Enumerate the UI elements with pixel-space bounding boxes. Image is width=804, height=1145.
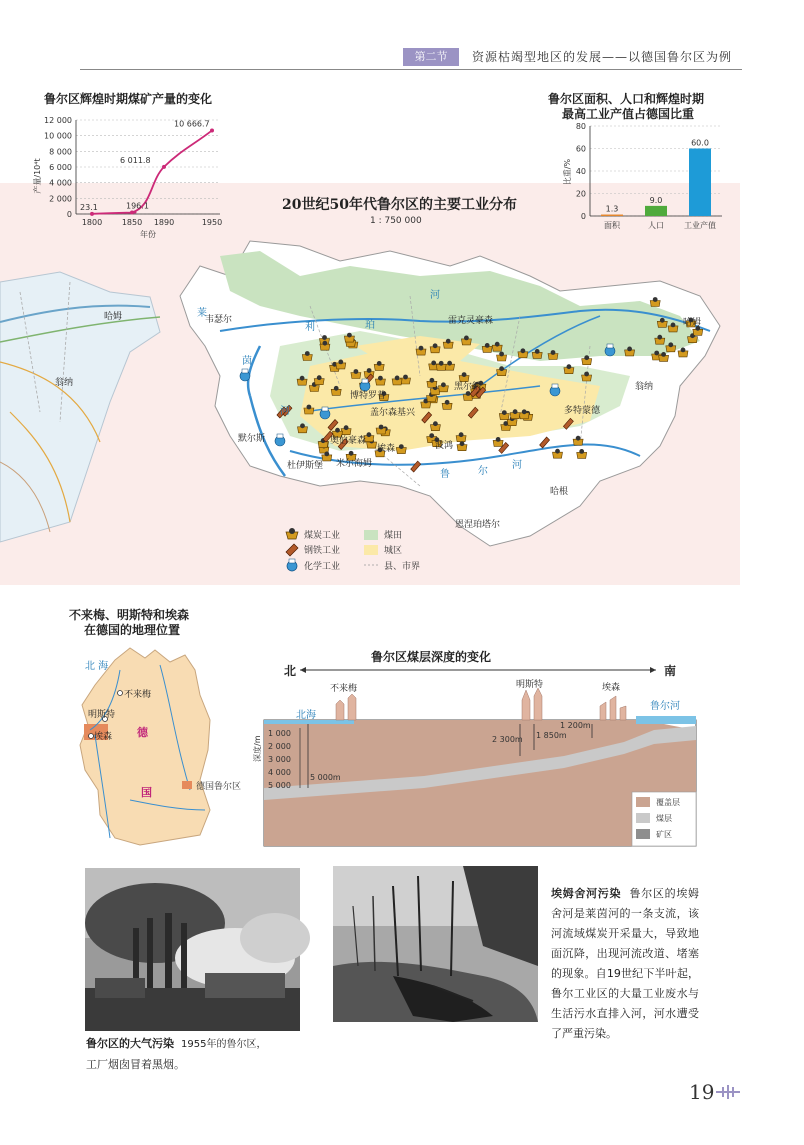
- town-icon: [522, 688, 542, 720]
- data-point: [90, 212, 94, 216]
- chemical-industry-icon: [287, 559, 297, 571]
- city-label: 奥伯豪森: [330, 436, 367, 446]
- adjacent-map: [0, 262, 175, 542]
- north-label: 北: [284, 664, 297, 678]
- river-label: 尔: [478, 466, 488, 477]
- north-sea-label: 北海: [296, 710, 316, 721]
- y-tick-label: 80: [575, 122, 586, 131]
- legend-swatch: [182, 781, 192, 789]
- river-label: 莱: [197, 308, 207, 319]
- page-number: 19: [689, 1080, 715, 1104]
- y-axis-label: 产量/10⁴t: [33, 158, 42, 194]
- category-label: 面积: [604, 221, 620, 230]
- coal-field-swatch: [364, 530, 378, 540]
- depth-label: 1 200m: [560, 721, 591, 730]
- country-label: 国: [141, 786, 152, 799]
- depth-label: 1 850m: [536, 731, 567, 740]
- industry-map-title: 20世纪50年代鲁尔区的主要工业分布: [282, 197, 517, 213]
- category-label: 人口: [648, 221, 664, 230]
- germany-map-title: 不来梅、明斯特和埃森: [69, 608, 190, 622]
- city-label: 韦瑟尔: [205, 315, 233, 325]
- data-label: 23.1: [80, 202, 98, 212]
- city-label: 恩涅珀塔尔: [455, 520, 501, 530]
- legend-label: 化学工业: [304, 562, 341, 572]
- share-chart-subtitle: 最高工业产值占德国比重: [562, 107, 695, 121]
- x-tick-label: 1890: [153, 218, 175, 227]
- bar-value-label: 1.3: [605, 204, 619, 214]
- ruhr-river-label: 鲁尔河: [650, 701, 680, 712]
- share-bar-chart: [560, 120, 730, 235]
- depth-tick: 2 000: [268, 742, 291, 751]
- river-label: 河: [512, 460, 522, 471]
- y-tick-label: 20: [575, 189, 586, 199]
- y-tick-label: 40: [575, 167, 586, 176]
- depth-tick: 3 000: [268, 755, 291, 764]
- legend-label: 覆盖层: [656, 798, 680, 807]
- city-label: 哈根: [550, 487, 569, 497]
- air-pollution-photo: [85, 868, 300, 1031]
- depth-label: 2 300m: [492, 735, 523, 744]
- city-label: 埃森: [377, 444, 396, 454]
- city-label: 波鸿: [435, 441, 454, 451]
- city-label: 哈姆: [683, 318, 702, 328]
- data-point: [162, 165, 166, 169]
- city-label: 多特蒙德: [564, 406, 601, 416]
- legend-label: 煤炭工业: [304, 531, 341, 541]
- bar-value-label: 60.0: [691, 138, 709, 148]
- depth-tick: 5 000: [268, 781, 291, 790]
- y-tick-label: 4 000: [49, 178, 72, 188]
- ruhr-industry-map: [160, 236, 740, 576]
- data-label: 10 666.7: [174, 119, 210, 129]
- legend-label: 煤层: [656, 814, 672, 823]
- coal-seam-depth-section: [253, 660, 696, 846]
- data-point: [130, 210, 134, 214]
- x-tick-label: 1850: [121, 218, 143, 227]
- city-label: 明斯特: [88, 710, 116, 720]
- y-tick-label: 8 000: [49, 147, 72, 157]
- legend-label: 县、市界: [384, 562, 421, 572]
- x-axis-label: 年份: [140, 230, 156, 239]
- page-ornament-icon: [716, 1085, 740, 1099]
- coal-chart-title: 鲁尔区辉煌时期煤矿产量的变化: [44, 92, 213, 106]
- river-label: 茵: [242, 356, 252, 367]
- city-label: 不来梅: [124, 690, 152, 700]
- coal-industry-icon: [286, 528, 298, 539]
- urban-area-swatch: [364, 545, 378, 555]
- section-badge: 第二节: [403, 48, 459, 66]
- city-label: 黑尔纳: [454, 382, 482, 392]
- bar: [689, 149, 711, 217]
- emscher-river-photo: [333, 866, 538, 1022]
- x-tick-label: 1950: [201, 218, 223, 227]
- y-tick-label: 10 000: [44, 131, 72, 141]
- adjacent-city-unna: 翁纳: [55, 378, 74, 388]
- y-tick-label: 6 000: [49, 163, 72, 172]
- place-label: 不来梅: [330, 684, 358, 694]
- data-label: 6 011.8: [120, 155, 151, 165]
- legend-label: 矿区: [656, 830, 672, 839]
- y-tick-label: 60: [575, 144, 586, 154]
- y-tick-label: 0: [66, 210, 72, 219]
- depth-axis-label: 深度/m: [253, 735, 262, 762]
- category-label: 工业产值: [684, 221, 716, 230]
- section-title: 资源枯竭型地区的发展——以德国鲁尔区为例: [472, 50, 733, 64]
- south-label: 南: [664, 664, 677, 678]
- bar: [601, 215, 623, 216]
- bar: [645, 206, 667, 216]
- city-label: 默尔斯: [238, 434, 266, 444]
- coal-output-chart: [30, 112, 240, 240]
- header-rule: [80, 69, 742, 70]
- city-label: 杜伊斯堡: [287, 461, 324, 471]
- data-label: 196.1: [126, 201, 149, 211]
- river-label: 河: [430, 290, 440, 301]
- ruhr-river: [636, 716, 696, 724]
- north-sea-label: 北 海: [85, 661, 109, 672]
- city-label: 米尔海姆: [336, 459, 373, 469]
- depth-tick: 1 000: [268, 729, 291, 738]
- y-tick-label: 2 000: [49, 194, 72, 204]
- river-label: 利: [305, 322, 315, 333]
- photo2-caption: 埃姆舍河污染 鲁尔区的埃姆舍河是莱茵河的一条支流，该河流域煤炭开采量大，导致地面沉降，出现河流改道、堵塞的现象。自19世纪下半叶起，鲁尔工业区的大量工业废水与生活污水直排入河，河水遭受了严重污染。: [551, 887, 700, 1040]
- y-tick-label: 0: [580, 212, 586, 221]
- city-label: 雷克灵豪森: [448, 316, 494, 326]
- industry-map-scale: 1 : 750 000: [370, 216, 422, 226]
- industry-map-legend: [284, 528, 484, 574]
- x-tick-label: 1800: [81, 218, 103, 227]
- country-label: 德: [137, 726, 148, 739]
- city-label: 翁纳: [635, 382, 654, 392]
- germany-map-subtitle: 在德国的地理位置: [84, 623, 181, 637]
- y-tick-label: 12 000: [44, 116, 72, 125]
- legend-label: 煤田: [384, 531, 403, 541]
- steel-industry-icon: [286, 544, 298, 556]
- photo1-caption: 鲁尔区的大气污染 1955年的鲁尔区， 工厂烟囱冒着黑烟。: [86, 1037, 267, 1071]
- town-icon: [336, 694, 356, 720]
- germany-location-map: [60, 640, 250, 850]
- share-chart-title: 鲁尔区面积、人口和辉煌时期: [548, 92, 705, 106]
- depth-tick: 4 000: [268, 768, 291, 777]
- river-label: 河: [280, 406, 290, 417]
- data-point: [210, 128, 214, 132]
- legend-label: 钢铁工业: [304, 546, 341, 556]
- place-label: 明斯特: [516, 680, 544, 690]
- depth-label: 5 000m: [310, 773, 341, 782]
- city-label: 博特罗普: [350, 391, 387, 401]
- river-label: 鲁: [440, 469, 450, 480]
- town-icon: [600, 696, 626, 720]
- depth-chart-title: 鲁尔区煤层深度的变化: [371, 650, 492, 664]
- city-label: 埃森: [94, 732, 113, 742]
- city-label: 盖尔森基兴: [370, 408, 416, 418]
- river-label: 珀: [365, 320, 375, 331]
- adjacent-city-hamm: 哈姆: [104, 312, 123, 322]
- coal-output-line: [92, 130, 212, 213]
- place-label: 埃森: [602, 683, 621, 693]
- bar-value-label: 9.0: [649, 195, 663, 205]
- legend-label: 德国鲁尔区: [196, 782, 242, 792]
- legend-label: 城区: [384, 546, 403, 556]
- y-axis-label: 比重/%: [563, 158, 572, 186]
